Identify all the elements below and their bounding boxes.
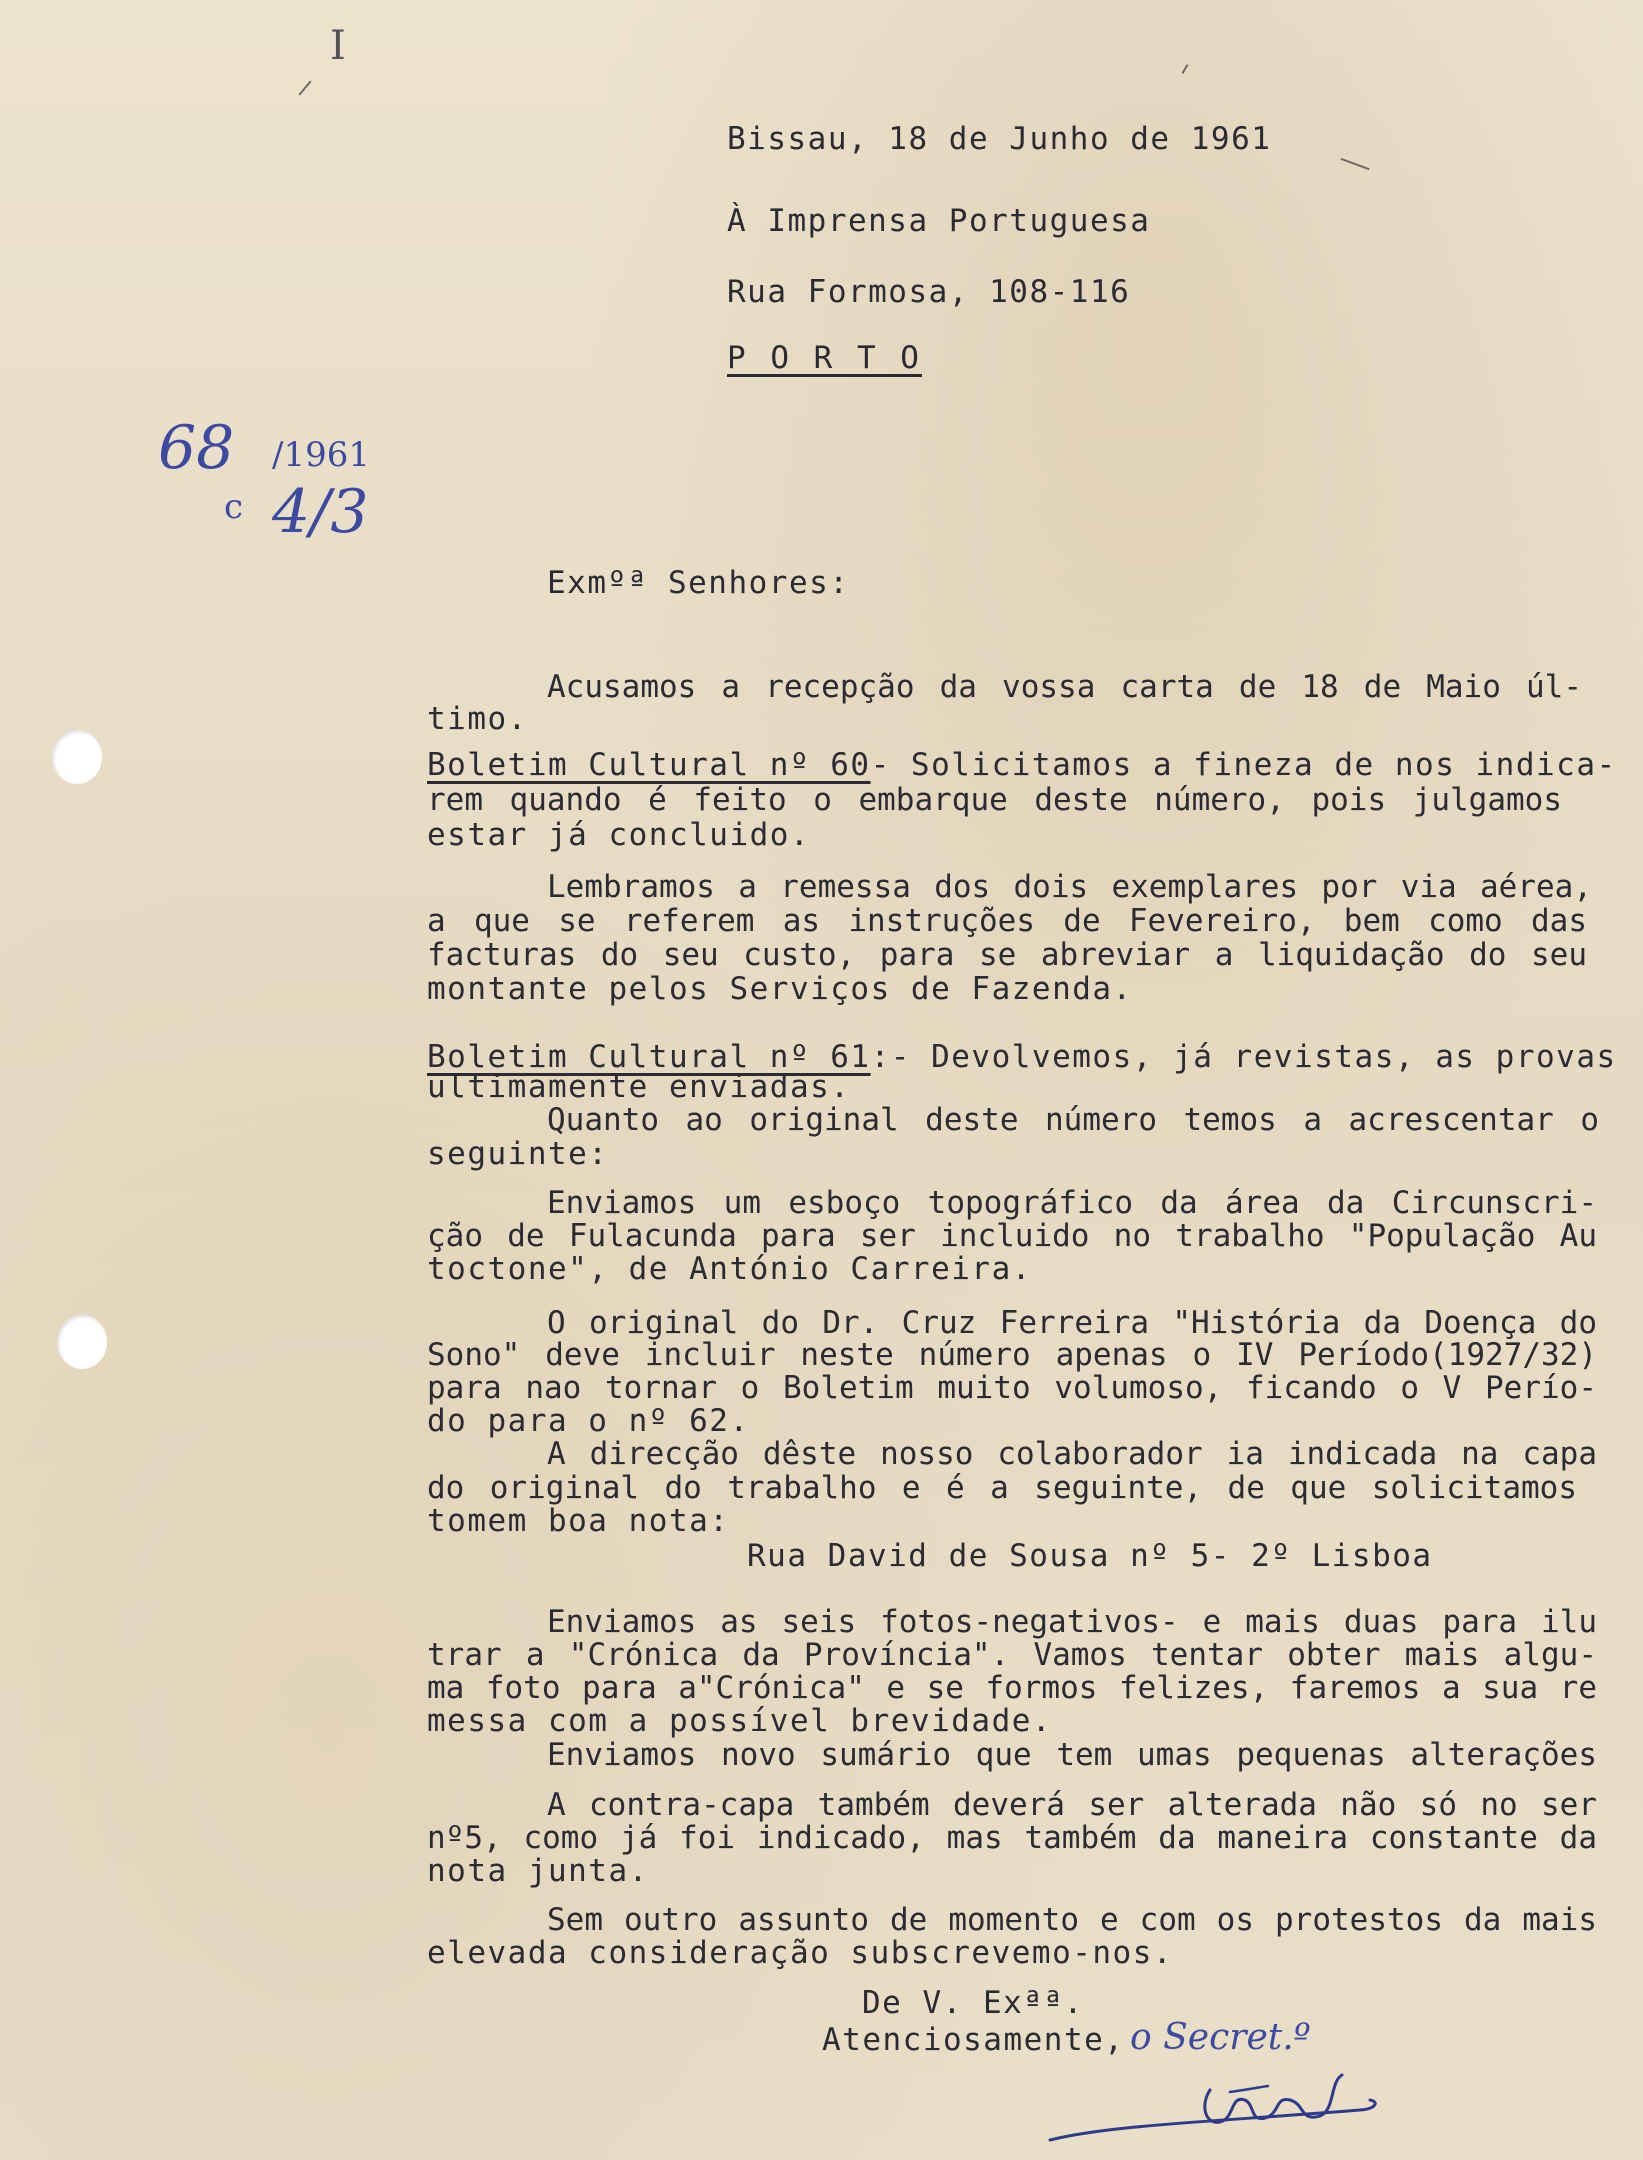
body-line: Enviamos um esboço topográfico da área da Circunscri- (547, 1185, 1597, 1221)
body-line: messa com a possível brevidade. (427, 1703, 1053, 1739)
body-line: A contra-capa também deverá ser alterada não só no ser (547, 1787, 1597, 1823)
body-line: Lembramos a remessa dos dois exemplares por via aérea, (547, 869, 1592, 905)
closing-line: Atenciosamente, (822, 2022, 1125, 2058)
section-label-60: Boletim Cultural nº 60 (427, 747, 871, 783)
body-line: Sono" deve incluir neste número apenas o IV Período(1927/32) (427, 1337, 1597, 1373)
signature (1030, 2030, 1430, 2150)
annotation-number: 68 (158, 413, 235, 483)
address-line: Rua David de Sousa nº 5- 2º Lisboa (747, 1538, 1433, 1574)
recipient-name: À Imprensa Portuguesa (727, 203, 1151, 239)
annotation-year: /1961 (272, 435, 370, 475)
closing-line: De V. Exªª. (862, 1985, 1084, 2021)
body-line: montante pelos Serviços de Fazenda. (427, 971, 1133, 1007)
body-line: A direcção dêste nosso colaborador ia indicada na capa (547, 1436, 1597, 1472)
body-line: a que se referem as instruções de Fevereiro, bem como das (427, 903, 1587, 939)
salutation: Exmºª Senhores: (547, 565, 850, 601)
body-line: Acusamos a recepção da vossa carta de 18 de Maio úl- (547, 669, 1582, 705)
body-line: trar a "Crónica da Província". Vamos tentar obter mais algu- (427, 1637, 1597, 1673)
body-line: rem quando é feito o embarque deste número, pois julgamos (427, 782, 1562, 818)
body-line: seguinte: (427, 1136, 609, 1172)
annotation-code-value: 4/3 (272, 477, 369, 547)
body-line: estar já concluido. (427, 817, 811, 853)
recipient-city: P O R T O (727, 340, 922, 376)
section-label-61: Boletim Cultural nº 61 (427, 1039, 871, 1075)
punch-hole-bottom (57, 1315, 107, 1369)
body-line: O original do Dr. Cruz Ferreira "História da Doença do (547, 1305, 1597, 1341)
body-line: ma foto para a"Crónica" e se formos felizes, faremos a sua re (427, 1670, 1597, 1706)
body-line: ção de Fulacunda para ser incluido no trabalho "População Au (427, 1218, 1597, 1254)
body-line: do para o nº 62. (427, 1403, 750, 1439)
date-line: Bissau, 18 de Junho de 1961 (727, 121, 1272, 157)
body-line: Enviamos as seis fotos-negativos- e mais duas para ilu (547, 1604, 1597, 1640)
corner-mark: I (330, 23, 346, 69)
recipient-street: Rua Formosa, 108-116 (727, 274, 1131, 310)
pencil-mark (1341, 158, 1370, 170)
body-line: nº5, como já foi indicado, mas também da maneira constante da (427, 1820, 1597, 1856)
body-line: ultimamente enviadas. (427, 1069, 851, 1105)
pencil-mark (298, 80, 311, 95)
annotation-code-prefix: c (224, 487, 244, 527)
body-line: facturas do seu custo, para se abreviar a liquidação do seu (427, 937, 1587, 973)
body-line: tomem boa nota: (427, 1503, 730, 1539)
body-line: nota junta. (427, 1853, 649, 1889)
body-line: timo. (427, 701, 528, 737)
body-line: toctone", de António Carreira. (427, 1251, 1032, 1287)
body-line: do original do trabalho e é a seguinte, de que solicitamos (427, 1470, 1577, 1506)
body-line: elevada consideração subscrevemo-nos. (427, 1935, 1174, 1971)
body-line: Enviamos novo sumário que tem umas pequenas alterações (547, 1737, 1597, 1773)
body-line: Boletim Cultural nº 61:- Devolvemos, já revistas, as provas (427, 1039, 1617, 1075)
body-line: para nao tornar o Boletim muito volumoso, ficando o V Perío- (427, 1370, 1597, 1406)
body-line: Boletim Cultural nº 60- Solicitamos a fineza de nos indica- (427, 747, 1617, 783)
punch-hole-top (52, 730, 102, 784)
body-line: Quanto ao original deste número temos a acrescentar o (547, 1102, 1599, 1138)
body-line: Sem outro assunto de momento e com os protestos da mais (547, 1902, 1597, 1938)
pencil-mark (1182, 64, 1189, 74)
handwritten-title: o Secret.º (1130, 2017, 1311, 2058)
